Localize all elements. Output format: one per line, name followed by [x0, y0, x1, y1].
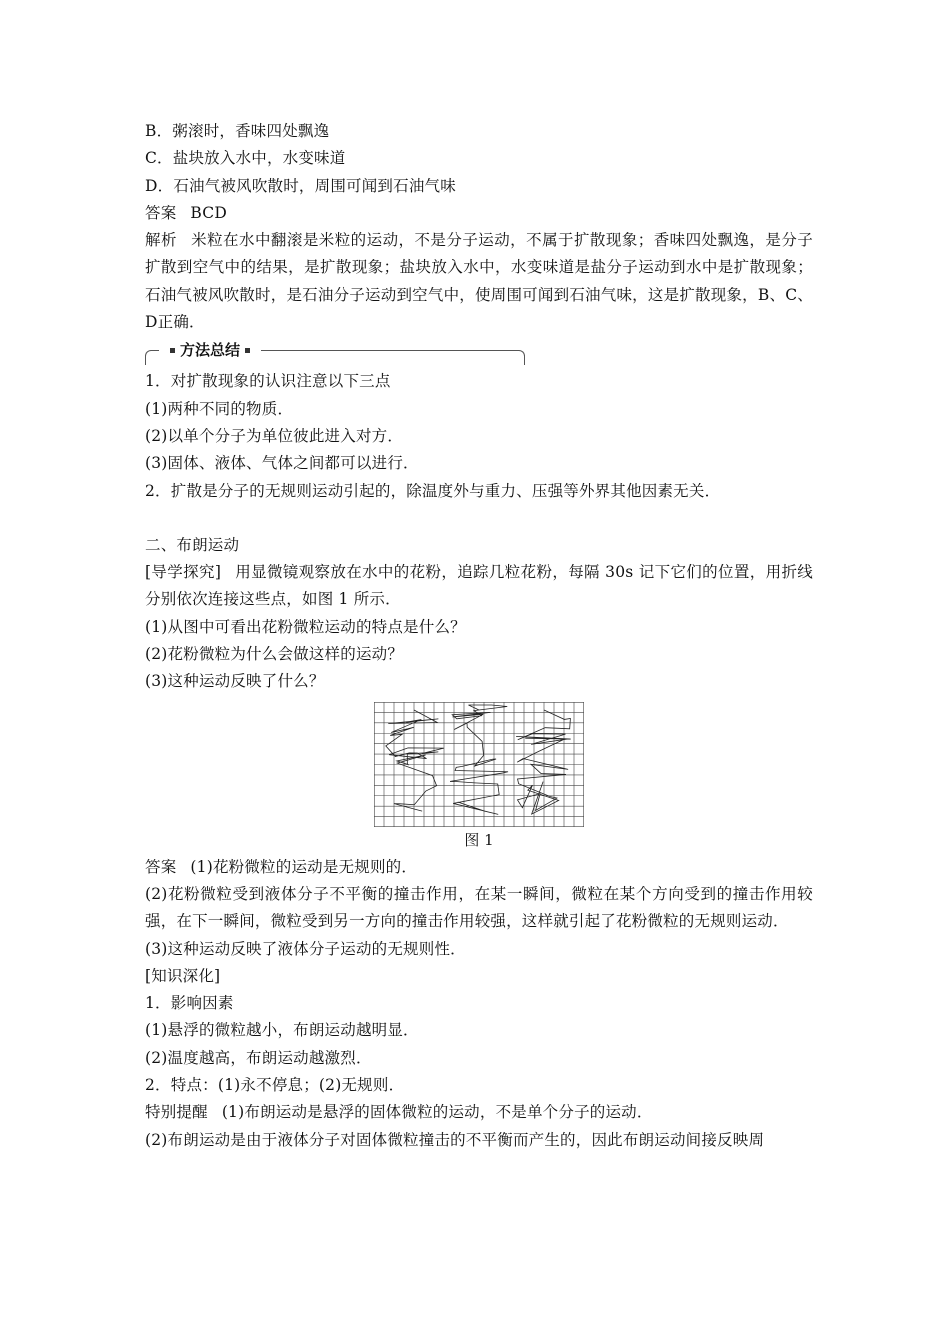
- knowledge-label: [知识深化]: [145, 966, 221, 985]
- method-item: 2．扩散是分子的无规则运动引起的，除温度外与重力、压强等外界其他因素无关．: [145, 481, 721, 500]
- brownian-figure: [145, 702, 813, 854]
- special-note-text: (1)布朗运动是悬浮的固体微粒的运动，不是单个分子的运动．: [221, 1103, 653, 1122]
- answer-label: 答案: [145, 857, 177, 876]
- answer-2-first: [145, 854, 813, 881]
- answer-2-third: (3)这种运动反映了液体分子运动的无规则性．: [145, 939, 466, 958]
- square-bullet-icon: [245, 348, 250, 353]
- special-note-second: (2)布朗运动是由于液体分子对固体微粒撞击的不平衡而产生的，因此布朗运动间接反映周: [145, 1130, 765, 1149]
- method-summary-header: [145, 338, 813, 364]
- answer-2-second: (2)花粉微粒受到液体分子不平衡的撞击作用，在某一瞬间，微粒在某个方向受到的撞击作用较强，在下一瞬间，微粒受到另一方向的撞击作用较强，这样就引起了花粉微粒的无规则运动．: [145, 884, 813, 931]
- option-d: D．石油气被风吹散时，周围可闻到石油气味: [145, 176, 456, 195]
- knowledge-item: 2．特点：(1)永不停息；(2)无规则．: [145, 1076, 405, 1095]
- answer-value: BCD: [190, 203, 227, 222]
- option-b: B．粥滚时，香味四处飘逸: [145, 122, 330, 140]
- method-item: 1．对扩散现象的认识注意以下三点: [145, 372, 391, 391]
- figure-caption: 图 1: [464, 830, 494, 849]
- analysis-label: 解析: [145, 231, 177, 250]
- guide-label: [导学探究]: [145, 563, 222, 582]
- method-summary-title: 方法总结: [159, 338, 261, 362]
- analysis-1: [145, 227, 813, 336]
- question-3: (3)这种运动反映了什么？: [145, 672, 325, 691]
- option-c: C．盐块放入水中，水变味道: [145, 149, 346, 168]
- analysis-text: 米粒在水中翻滚是米粒的运动，不是分子运动，不属于扩散现象；香味四处飘逸，是分子扩散到空气中的结果，是扩散现象；盐块放入水中，水变味道是盐分子运动到水中是扩散现象；石油气被风吹散时，是石油分子运动到空气中，使周围可闻到石油气味，这是扩散现象，B、C、D正确．: [145, 231, 813, 332]
- answer-1: [145, 200, 813, 227]
- method-item: (3)固体、液体、气体之间都可以进行．: [145, 454, 419, 473]
- square-bullet-icon: [170, 348, 175, 353]
- brownian-motion-diagram: [374, 702, 584, 827]
- method-item: (1)两种不同的物质．: [145, 399, 294, 418]
- answer-text: (1)花粉微粒的运动是无规则的．: [190, 857, 418, 876]
- knowledge-item: 1．影响因素: [145, 994, 234, 1013]
- knowledge-item: (2)温度越高，布朗运动越激烈．: [145, 1048, 372, 1067]
- section-heading: 二、布朗运动: [145, 535, 240, 554]
- guide-paragraph: [145, 559, 813, 614]
- question-2: (2)花粉微粒为什么会做这样的运动？: [145, 645, 404, 664]
- answer-label: 答案: [145, 203, 177, 222]
- document-page: [145, 118, 813, 1154]
- special-note-first: [145, 1099, 813, 1126]
- guide-text: 用显微镜观察放在水中的花粉，追踪几粒花粉，每隔 30s 记下它们的位置，用折线分别依次连接这些点，如图 1 所示．: [145, 563, 813, 609]
- special-note-label: 特别提醒: [145, 1103, 208, 1122]
- particle-path: [450, 705, 508, 814]
- question-1: (1)从图中可看出花粉微粒运动的特点是什么？: [145, 617, 466, 636]
- method-item: (2)以单个分子为单位彼此进入对方．: [145, 426, 404, 445]
- knowledge-item: (1)悬浮的微粒越小，布朗运动越明显．: [145, 1021, 419, 1040]
